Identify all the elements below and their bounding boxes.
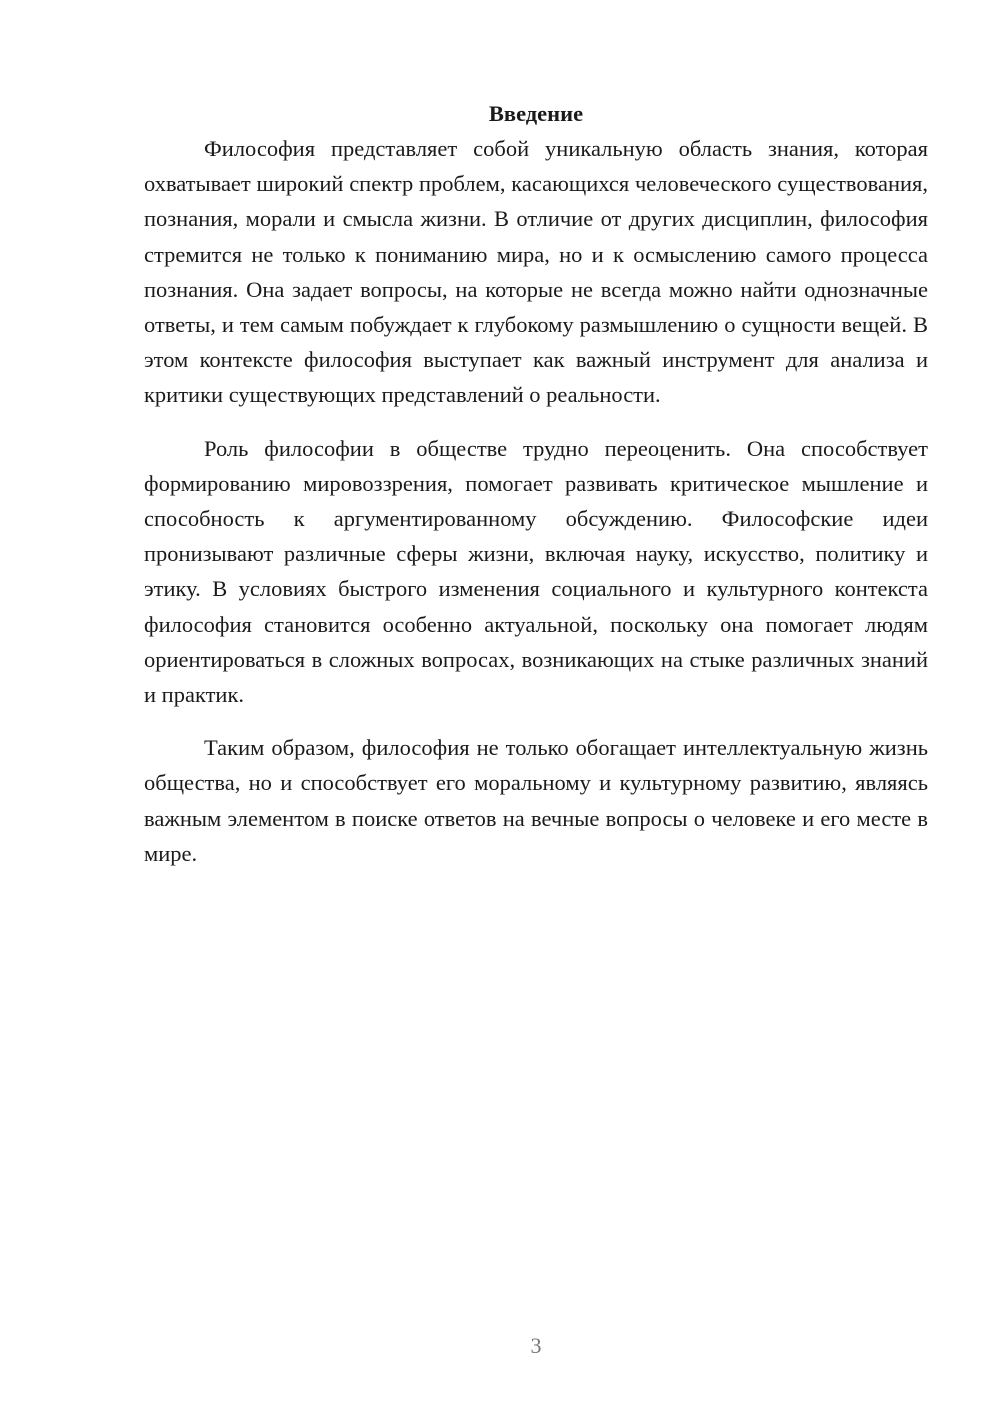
- paragraph-3: Таким образом, философия не только обогащает интеллектуальную жизнь общества, но и способствует его моральному и культурному развитию, являясь важным элементом в поиске ответов на вечные вопросы о человеке и его месте в мире.: [144, 735, 928, 866]
- paragraph-2: Роль философии в обществе трудно переоценить. Она способствует формированию мировоззрения, помогает развивать критическое мышление и способность к аргументированному обсуждению. Философские идеи пронизывают различные сферы жизни, включая науку, искусство, политику и этику. В условиях быстрого изменения социального и культурного контекста философия становится особенно актуальной, поскольку она помогает людям ориентироваться в сложных вопросах, возникающих на стыке различных знаний и практик.: [144, 435, 928, 708]
- section-heading: Введение: [488, 101, 584, 126]
- page-number: 3: [530, 1333, 542, 1358]
- paragraph-1: Философия представляет собой уникальную область знания, которая охватывает широкий спектр проблем, касающихся человеческого существования, познания, морали и смысла жизни. В отличие от других дисциплин, философия стремится не только к пониманию мира, но и к осмыслению самого процесса познания. Она задает вопросы, на которые не всегда можно найти однозначные ответы, и тем самым побуждает к глубокому размышлению о сущности вещей. В этом контексте философия выступает как важный инструмент для анализа и критики существующих представлений о реальности.: [144, 136, 928, 408]
- document-body: [144, 96, 928, 871]
